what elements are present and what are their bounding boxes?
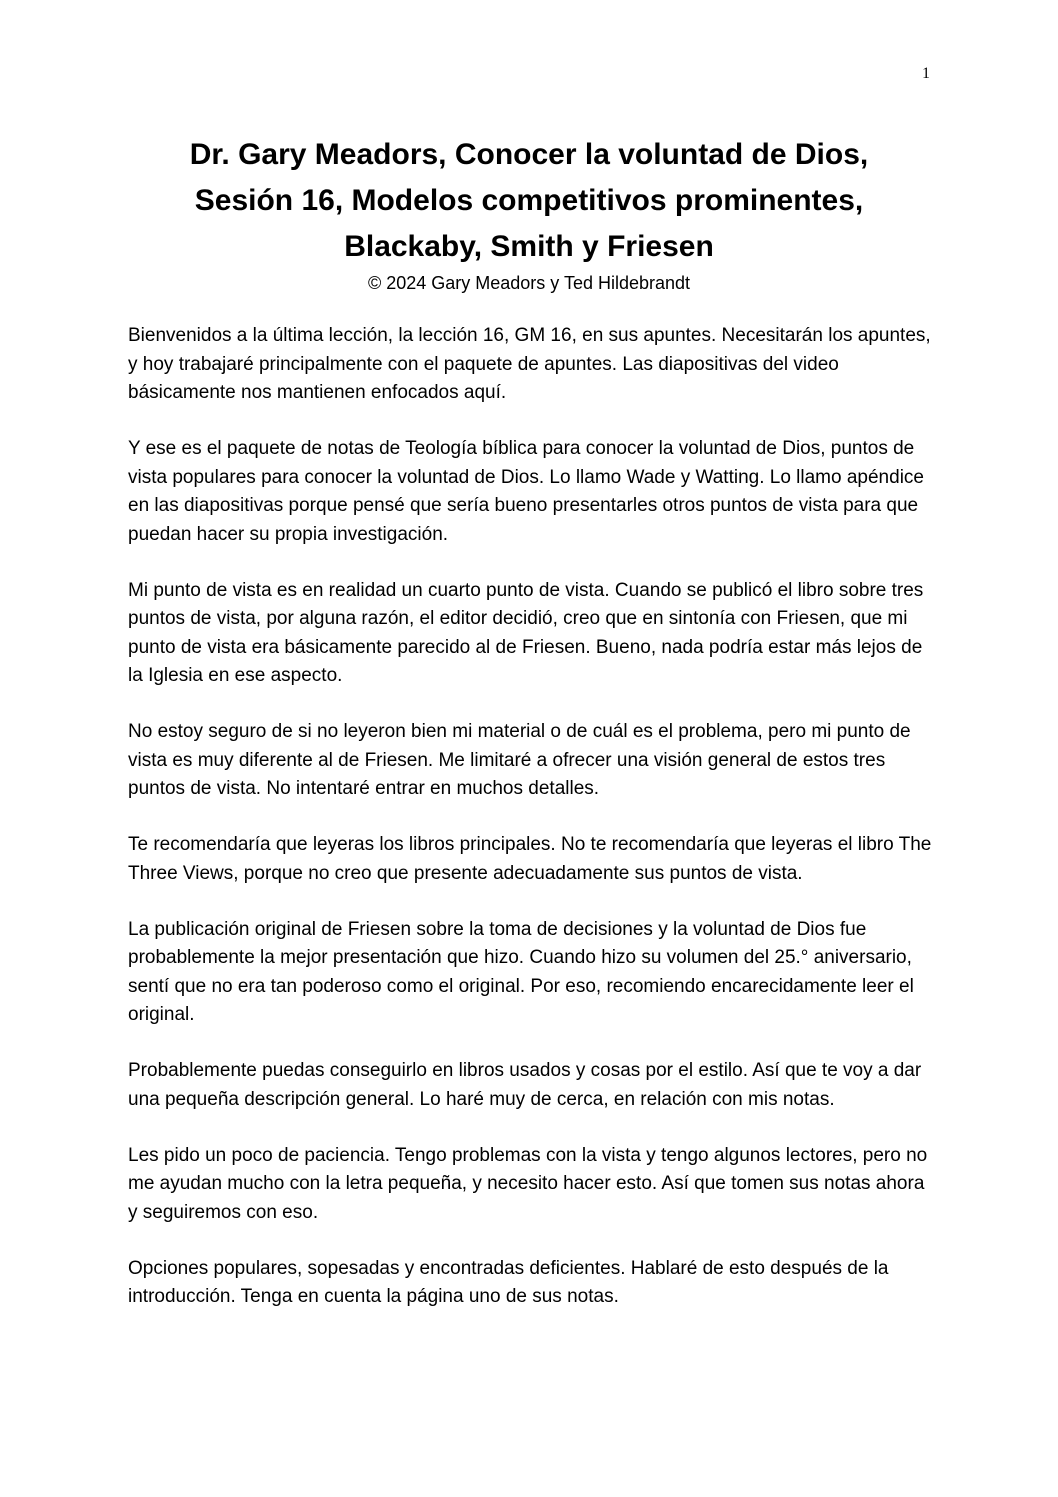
paragraph: Te recomendaría que leyeras los libros principales. No te recomendaría que leyeras el libro The Three Views, porque no creo que presente adecuadamente sus puntos de vista. xyxy=(128,834,932,884)
paragraph: Opciones populares, sopesadas y encontradas deficientes. Hablaré de esto después de la introducción. Tenga en cuenta la página uno de sus notas. xyxy=(128,1257,889,1307)
title-line-3: Blackaby, Smith y Friesen xyxy=(344,230,714,263)
paragraph: Probablemente puedas conseguirlo en libros usados y cosas por el estilo. Así que te voy a dar una pequeña descripción general. Lo haré muy de cerca, en relación con mis notas. xyxy=(128,1060,922,1110)
paragraph: Les pido un poco de paciencia. Tengo problemas con la vista y tengo algunos lectores, pero no me ayudan mucho con la letra pequeña, y necesito hacer esto. Así que tomen sus notas ahora y seguiremos con eso. xyxy=(128,1144,928,1223)
paragraph: La publicación original de Friesen sobre la toma de decisiones y la voluntad de Dios fue probablemente la mejor presentación que hizo. Cuando hizo su volumen del 25.° aniversario, sentí que no era tan poderoso como el original. Por eso, recomiendo encarecidamente leer el original. xyxy=(128,918,914,1025)
paragraph: Y ese es el paquete de notas de Teología bíblica para conocer la voluntad de Dios, puntos de vista populares para conocer la voluntad de Dios. Lo llamo Wade y Watting. Lo llamo apéndice en las diapositivas porque pensé que sería bueno presentarles otros puntos de vista para que puedan hacer su propia investigación. xyxy=(128,438,924,545)
paragraph: Bienvenidos a la última lección, la lección 16, GM 16, en sus apuntes. Necesitarán los apuntes, y hoy trabajaré principalmente con el paquete de apuntes. Las diapositivas del video básicamente nos mantienen enfocados aquí. xyxy=(128,325,931,403)
page-number: 1 xyxy=(922,65,930,82)
copyright-notice: © 2024 Gary Meadors y Ted Hildebrandt xyxy=(367,273,691,293)
title-line-2: Sesión 16, Modelos competitivos prominentes, xyxy=(194,184,864,217)
paragraph: No estoy seguro de si no leyeron bien mi material o de cuál es el problema, pero mi punto de vista es muy diferente al de Friesen. Me limitaré a ofrecer una visión general de estos tres puntos de vista. No intentaré entrar en muchos detalles. xyxy=(128,721,911,799)
title-line-1: Dr. Gary Meadors, Conocer la voluntad de Dios, xyxy=(189,138,869,171)
document-header xyxy=(0,132,1058,296)
document-body xyxy=(128,322,936,1339)
paragraph: Mi punto de vista es en realidad un cuarto punto de vista. Cuando se publicó el libro sobre tres puntos de vista, por alguna razón, el editor decidió, creo que en sintonía con Friesen, que mi punto de vista era básicamente parecido al de Friesen. Bueno, nada podría estar más lejos de la Iglesia en ese aspecto. xyxy=(128,579,924,686)
